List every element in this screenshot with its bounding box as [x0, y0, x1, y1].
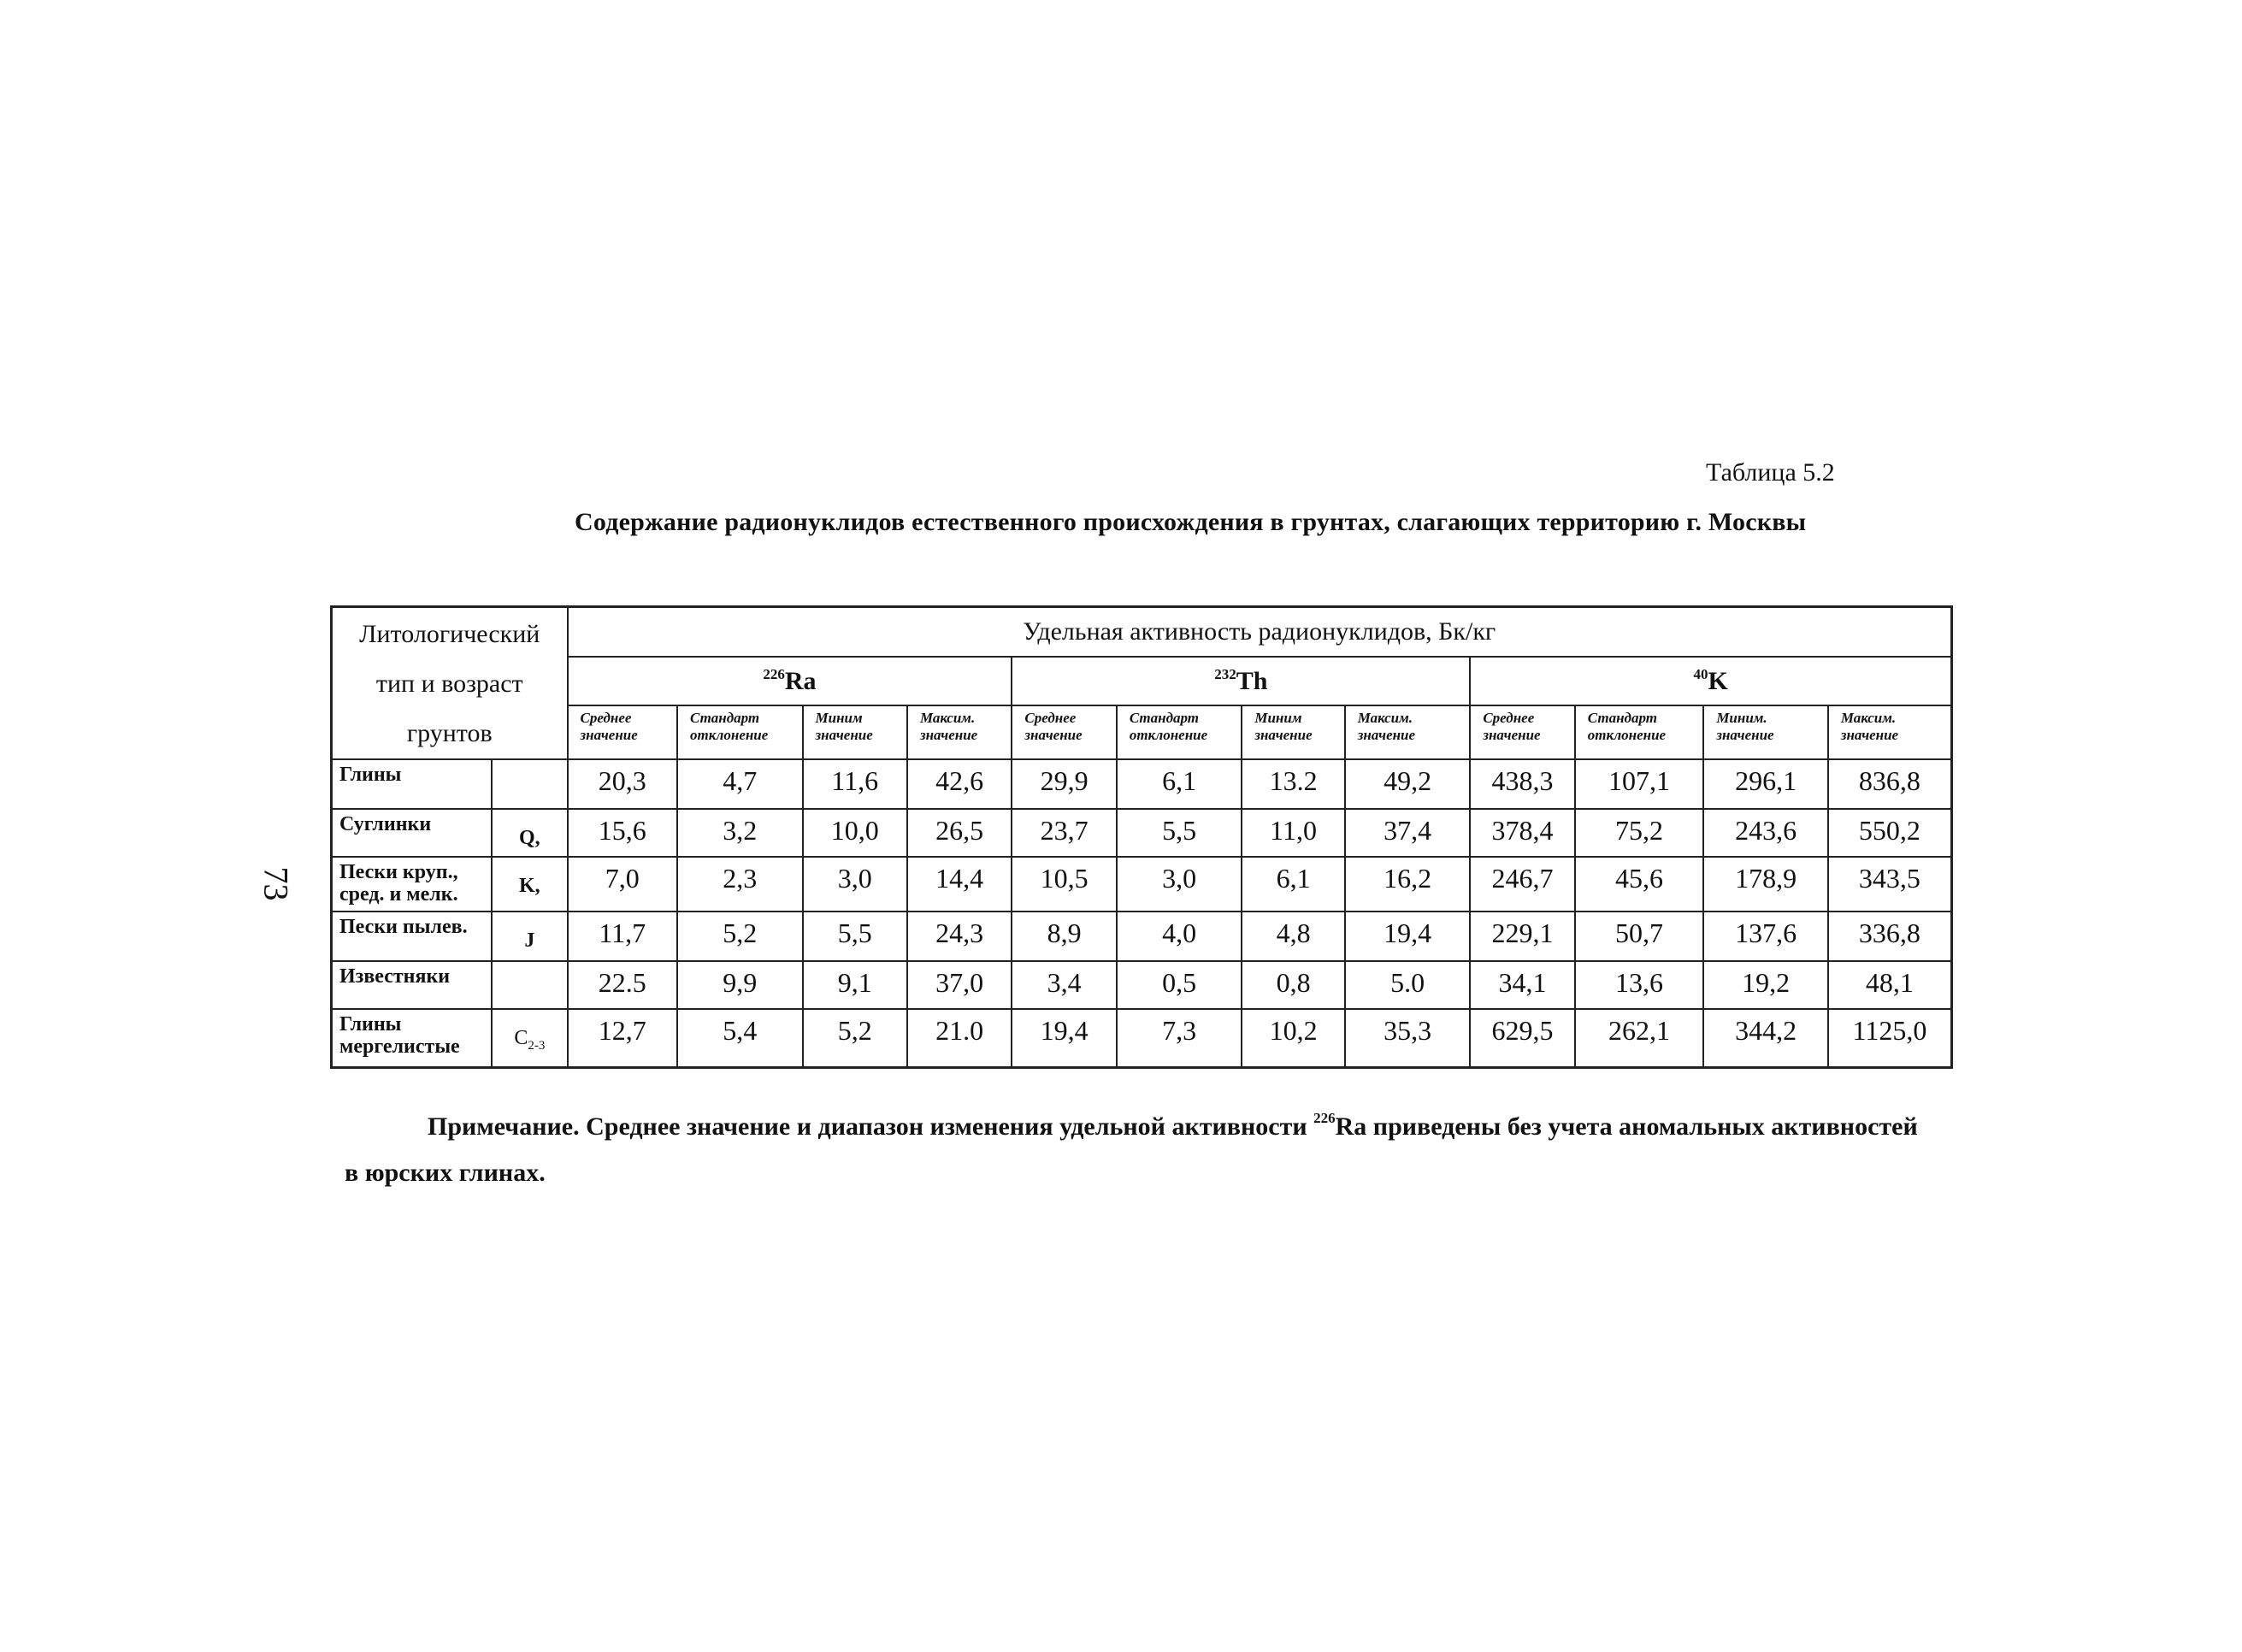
value-cell: 13,6 [1575, 961, 1704, 1009]
table-row [332, 857, 1952, 912]
value-cell: 438,3 [1470, 759, 1574, 809]
subheader-cell [1012, 705, 1116, 759]
value-cell: 26,5 [907, 809, 1012, 857]
value-cell: 10,2 [1242, 1009, 1344, 1067]
subheader-line: значение [1254, 727, 1313, 744]
value-cell: 29,9 [1012, 759, 1116, 809]
value-cell: 4,0 [1117, 912, 1242, 961]
subheader-line: Максим. [919, 710, 976, 727]
subheader-cell [907, 705, 1012, 759]
value-cell: 246,7 [1470, 857, 1574, 912]
subheader-line: Среднее [1483, 710, 1535, 727]
value-cell: 6,1 [1242, 857, 1344, 912]
value-cell: 550,2 [1828, 809, 1952, 857]
value-cell: 9,9 [677, 961, 803, 1009]
radionuclide-table [330, 605, 1953, 1069]
value-cell: 22.5 [568, 961, 677, 1009]
age-base: C [514, 1027, 528, 1049]
subheader-line: Миним [1254, 710, 1302, 727]
value-cell: 9,1 [803, 961, 907, 1009]
subheader-line: отклонение [689, 727, 769, 744]
isotope-symbol: Ra [784, 667, 817, 696]
value-cell: 344,2 [1703, 1009, 1828, 1067]
subheader-cell [1117, 705, 1242, 759]
value-cell: 75,2 [1575, 809, 1704, 857]
value-cell: 15,6 [568, 809, 677, 857]
subheader-line: значение [580, 727, 638, 744]
value-cell: 48,1 [1828, 961, 1952, 1009]
page-number: 73 [257, 866, 296, 901]
subheader-line: Максим. [1840, 710, 1897, 727]
value-cell: 42,6 [907, 759, 1012, 809]
value-cell: 3,0 [1117, 857, 1242, 912]
subheader-line: Миним [815, 710, 863, 727]
table-row [332, 961, 1952, 1009]
soil-type-cell: Суглинки [332, 809, 493, 857]
value-cell: 7,0 [568, 857, 677, 912]
soil-type-cell: Глины [332, 759, 493, 809]
value-cell: 5.0 [1345, 961, 1471, 1009]
value-cell: 10,5 [1012, 857, 1116, 912]
isotope-symbol: Th [1236, 667, 1268, 696]
table-caption: Содержание радионуклидов естественного происхождения в грунтах, слагающих территорию г. Москвы [575, 508, 1807, 536]
age-cell [492, 961, 567, 1009]
subheader-line: Миним. [1716, 710, 1767, 727]
subheader-line: Максим. [1357, 710, 1413, 727]
subheader-line: значение [815, 727, 873, 744]
age-cell: J [492, 912, 567, 961]
note-isotope-symbol: Ra [1335, 1112, 1367, 1141]
value-cell: 45,6 [1575, 857, 1704, 912]
value-cell: 0,5 [1117, 961, 1242, 1009]
value-cell: 178,9 [1703, 857, 1828, 912]
value-cell: 35,3 [1345, 1009, 1471, 1067]
value-cell: 13.2 [1242, 759, 1344, 809]
isotope-mass: 40 [1693, 666, 1708, 683]
table-note-continuation: в юрских глинах. [345, 1159, 546, 1187]
note-text-after: приведены без учета аномальных активностей [1366, 1112, 1918, 1141]
subheader-cell [1242, 705, 1344, 759]
subheader-cell [803, 705, 907, 759]
lithology-header [332, 607, 568, 760]
subheader-line: значение [1024, 727, 1083, 744]
age-cell [492, 1009, 567, 1067]
age-cell: K, [492, 857, 567, 912]
age-cell: Q, [492, 809, 567, 857]
lithology-header-line-2: тип и возраст [375, 670, 523, 698]
subheader-line: отклонение [1129, 727, 1208, 744]
subheader-cell [1703, 705, 1828, 759]
value-cell: 3,2 [677, 809, 803, 857]
subheader-line: значение [1357, 727, 1416, 744]
value-cell: 14,4 [907, 857, 1012, 912]
table-row [332, 809, 1952, 857]
subheader-line: Среднее [1024, 710, 1077, 727]
subheader-cell [1575, 705, 1704, 759]
value-cell: 229,1 [1470, 912, 1574, 961]
value-cell: 336,8 [1828, 912, 1952, 961]
value-cell: 37,4 [1345, 809, 1471, 857]
value-cell: 262,1 [1575, 1009, 1704, 1067]
isotope-mass: 232 [1214, 666, 1236, 683]
value-cell: 4,8 [1242, 912, 1344, 961]
subheader-cell [1828, 705, 1952, 759]
table-note [428, 1110, 1967, 1142]
value-cell: 2,3 [677, 857, 803, 912]
subheader-cell [1345, 705, 1471, 759]
value-cell: 50,7 [1575, 912, 1704, 961]
subheader-line: Среднее [580, 710, 632, 727]
value-cell: 24,3 [907, 912, 1012, 961]
value-cell: 11,7 [568, 912, 677, 961]
value-cell: 378,4 [1470, 809, 1574, 857]
value-cell: 0,8 [1242, 961, 1344, 1009]
activity-header: Удельная активность радионуклидов, Бк/кг [568, 607, 1952, 658]
value-cell: 3,0 [803, 857, 907, 912]
value-cell: 836,8 [1828, 759, 1952, 809]
value-cell: 343,5 [1828, 857, 1952, 912]
value-cell: 19,2 [1703, 961, 1828, 1009]
lithology-header-line-3: грунтов [406, 719, 493, 747]
value-cell: 5,5 [803, 912, 907, 961]
isotope-header-th [1012, 657, 1470, 705]
subheader-line: Стандарт [1129, 710, 1200, 727]
value-cell: 1125,0 [1828, 1009, 1952, 1067]
soil-type-cell: Глины мергелистые [332, 1009, 493, 1067]
table-row [332, 759, 1952, 809]
value-cell: 629,5 [1470, 1009, 1574, 1067]
value-cell: 21.0 [907, 1009, 1012, 1067]
value-cell: 5,2 [677, 912, 803, 961]
value-cell: 37,0 [907, 961, 1012, 1009]
value-cell: 19,4 [1345, 912, 1471, 961]
isotope-mass: 226 [763, 666, 785, 683]
value-cell: 23,7 [1012, 809, 1116, 857]
lithology-header-line-1: Литологический [359, 620, 540, 648]
subheader-line: значение [919, 727, 978, 744]
value-cell: 20,3 [568, 759, 677, 809]
value-cell: 7,3 [1117, 1009, 1242, 1067]
value-cell: 4,7 [677, 759, 803, 809]
value-cell: 34,1 [1470, 961, 1574, 1009]
value-cell: 5,5 [1117, 809, 1242, 857]
isotope-header-ra [568, 657, 1012, 705]
note-isotope-mass: 226 [1313, 1110, 1336, 1126]
subheader-cell [1470, 705, 1574, 759]
value-cell: 10,0 [803, 809, 907, 857]
age-subscript: 2-3 [528, 1038, 546, 1053]
subheader-line: отклонение [1587, 727, 1667, 744]
isotope-symbol: K [1708, 667, 1728, 696]
value-cell: 107,1 [1575, 759, 1704, 809]
value-cell: 296,1 [1703, 759, 1828, 809]
isotope-header-k [1470, 657, 1951, 705]
value-cell: 11,0 [1242, 809, 1344, 857]
subheader-cell [568, 705, 677, 759]
table-row [332, 1009, 1952, 1067]
value-cell: 137,6 [1703, 912, 1828, 961]
subheader-cell [677, 705, 803, 759]
value-cell: 19,4 [1012, 1009, 1116, 1067]
value-cell: 12,7 [568, 1009, 677, 1067]
soil-type-cell: Пески круп., сред. и мелк. [332, 857, 493, 912]
subheader-line: Стандарт [689, 710, 760, 727]
value-cell: 3,4 [1012, 961, 1116, 1009]
note-text-before: Примечание. Среднее значение и диапазон изменения удельной активности [428, 1112, 1314, 1141]
subheader-line: значение [1483, 727, 1541, 744]
value-cell: 11,6 [803, 759, 907, 809]
subheader-line: значение [1840, 727, 1899, 744]
value-cell: 5,2 [803, 1009, 907, 1067]
value-cell: 16,2 [1345, 857, 1471, 912]
value-cell: 49,2 [1345, 759, 1471, 809]
soil-type-cell: Пески пылев. [332, 912, 493, 961]
age-cell [492, 759, 567, 809]
subheader-line: Стандарт [1587, 710, 1657, 727]
value-cell: 243,6 [1703, 809, 1828, 857]
value-cell: 5,4 [677, 1009, 803, 1067]
value-cell: 6,1 [1117, 759, 1242, 809]
table-label: Таблица 5.2 [1706, 458, 1835, 487]
table-row [332, 912, 1952, 961]
value-cell: 8,9 [1012, 912, 1116, 961]
subheader-line: значение [1716, 727, 1774, 744]
soil-type-cell: Известняки [332, 961, 493, 1009]
